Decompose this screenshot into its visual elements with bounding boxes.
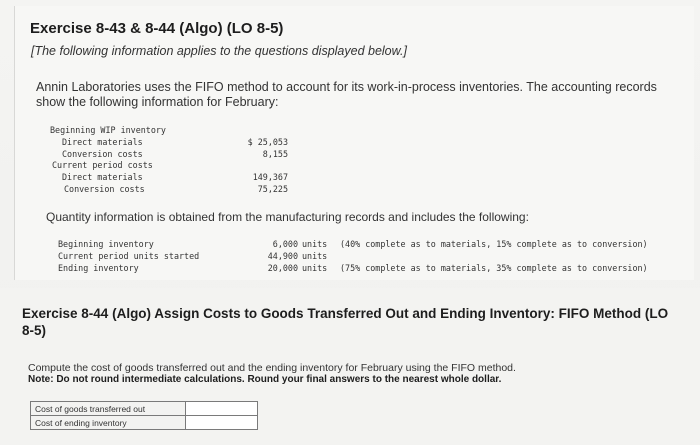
cost-transferred-out-input[interactable] <box>186 402 257 415</box>
cost-label-cur-cc: Conversion costs <box>64 184 145 194</box>
qty-note: (40% complete as to materials, 15% complete as to conversion) <box>340 239 648 249</box>
qty-unit: units <box>302 263 328 273</box>
cost-label-beg-dm: Direct materials <box>62 137 143 147</box>
cost-label-current: Current period costs <box>52 160 153 170</box>
answer-cell <box>186 416 258 430</box>
rounding-note: Note: Do not round intermediate calculations. Round your final answers to the nearest whole dollar. <box>28 374 502 385</box>
problem-paragraph: Annin Laboratories uses the FIFO method to account for its work-in-process inventories. The accounting records show the following information for February: <box>36 80 657 109</box>
cost-label-cur-dm: Direct materials <box>62 172 143 182</box>
answer-cell <box>186 402 258 416</box>
qty-value: 6,000 <box>272 239 298 249</box>
cost-label-beg-cc: Conversion costs <box>62 149 143 159</box>
cost-value-beg-cc: 8,155 <box>262 149 288 159</box>
qty-value: 20,000 <box>267 263 298 273</box>
table-row <box>31 402 258 416</box>
part2-title: Exercise 8-44 (Algo) Assign Costs to Goods Transferred Out and Ending Inventory: FIFO Method (LO 8-5) <box>22 306 669 338</box>
qty-label: Beginning inventory <box>58 239 154 249</box>
ending-inventory-input[interactable] <box>186 416 257 429</box>
intro-note: [The following information applies to the questions displayed below.] <box>31 44 407 58</box>
qty-unit: units <box>302 239 328 249</box>
cost-label-beginning: Beginning WIP inventory <box>50 125 166 135</box>
row-label: Cost of ending inventory <box>31 416 186 430</box>
qty-note: (75% complete as to materials, 35% complete as to conversion) <box>340 263 648 273</box>
answer-table <box>30 401 258 430</box>
table-row <box>31 416 258 430</box>
qty-label: Current period units started <box>58 251 200 261</box>
row-label: Cost of goods transferred out <box>31 402 186 416</box>
cost-value-cur-dm: 149,367 <box>252 172 288 182</box>
exercise-title: Exercise 8-43 & 8-44 (Algo) (LO 8-5) <box>30 20 284 37</box>
cost-value-cur-cc: 75,225 <box>257 184 288 194</box>
instructions: Compute the cost of goods transferred out and the ending inventory for February using the FIFO method. <box>28 362 516 374</box>
qty-value: 44,900 <box>267 251 298 261</box>
quantity-intro: Quantity information is obtained from the manufacturing records and includes the following: <box>46 210 529 224</box>
qty-label: Ending inventory <box>58 263 139 273</box>
qty-unit: units <box>302 251 328 261</box>
cost-value-beg-dm: $ 25,053 <box>247 137 288 147</box>
